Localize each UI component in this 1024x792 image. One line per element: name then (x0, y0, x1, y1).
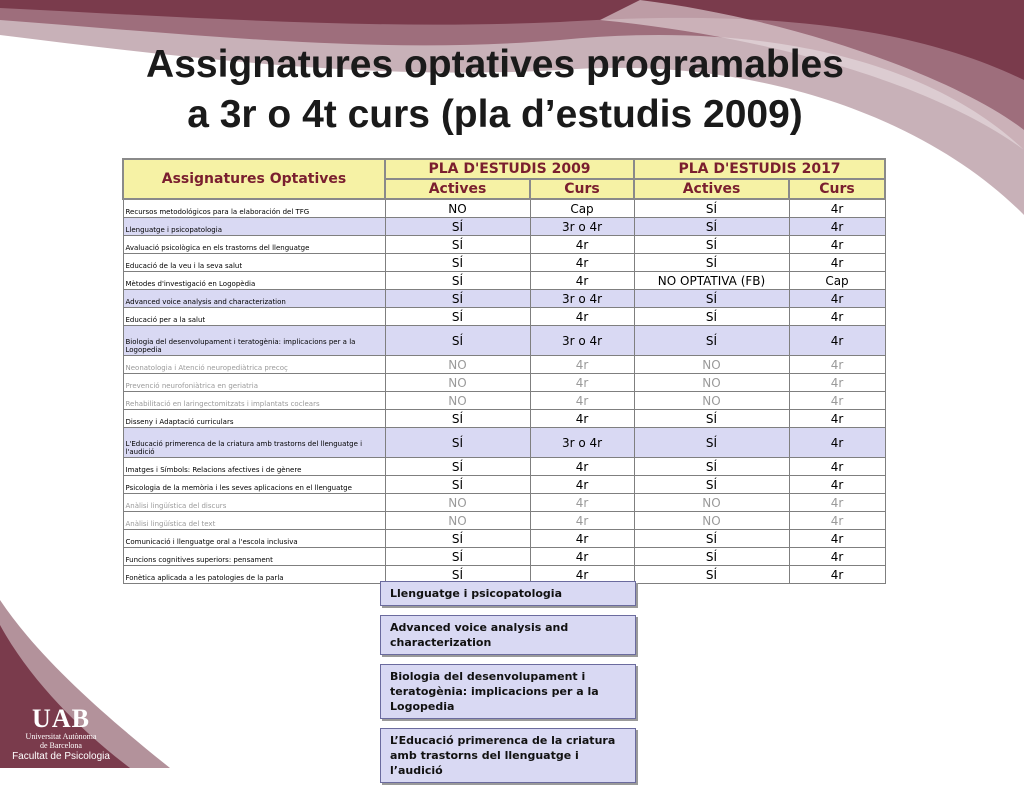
curs-2017-cell: 4r (789, 254, 885, 272)
faculty-name: Facultat de Psicologia (12, 751, 110, 762)
active-2009-cell: SÍ (385, 476, 530, 494)
curs-2017-cell: 4r (789, 458, 885, 476)
active-2017-cell: NO (634, 356, 789, 374)
active-2017-cell: SÍ (634, 218, 789, 236)
curs-2017-cell: 4r (789, 356, 885, 374)
curs-2009-cell: 3r o 4r (530, 428, 634, 458)
active-2009-cell: SÍ (385, 236, 530, 254)
curs-2017-cell: 4r (789, 392, 885, 410)
curs-2017-cell: 4r (789, 512, 885, 530)
table-row (123, 308, 885, 326)
table-row (123, 494, 885, 512)
course-name-cell: Recursos metodológicos para la elaboración del TFG (123, 199, 385, 218)
optatives-table (122, 158, 884, 584)
header-curs-2009: Curs (530, 179, 634, 199)
curs-2017-cell: 4r (789, 218, 885, 236)
course-name-cell: Psicologia de la memòria i les seves aplicacions en el llenguatge (123, 476, 385, 494)
table-row (123, 410, 885, 428)
active-2017-cell: NO (634, 392, 789, 410)
course-name-cell: Anàlisi lingüística del text (123, 512, 385, 530)
curs-2017-cell: 4r (789, 566, 885, 584)
table-row (123, 548, 885, 566)
course-name-cell: Prevenció neurofoniàtrica en geriatria (123, 374, 385, 392)
course-name-cell: Fonètica aplicada a les patologies de la parla (123, 566, 385, 584)
table-row (123, 218, 885, 236)
active-2017-cell: SÍ (634, 308, 789, 326)
curs-2017-cell: 4r (789, 308, 885, 326)
curs-2009-cell: 4r (530, 356, 634, 374)
curs-2017-cell: 4r (789, 410, 885, 428)
curs-2009-cell: 4r (530, 458, 634, 476)
active-2009-cell: NO (385, 374, 530, 392)
active-2017-cell: SÍ (634, 199, 789, 218)
table-row (123, 254, 885, 272)
curs-2017-cell: 4r (789, 290, 885, 308)
active-2017-cell: SÍ (634, 428, 789, 458)
table-row (123, 199, 885, 218)
callout-box: L’Educació primerenca de la criatura amb trastorns del llenguatge i l’audició (380, 728, 636, 783)
curs-2017-cell: Cap (789, 272, 885, 290)
table-row (123, 290, 885, 308)
active-2017-cell: SÍ (634, 236, 789, 254)
curs-2009-cell: 4r (530, 308, 634, 326)
active-2017-cell: SÍ (634, 254, 789, 272)
table-row (123, 326, 885, 356)
uab-logo-mark: UAB (32, 704, 90, 733)
table-row (123, 476, 885, 494)
title-line-1: Assignatures optatives programables (146, 43, 844, 86)
active-2009-cell: NO (385, 494, 530, 512)
header-actives-2017: Actives (634, 179, 789, 199)
course-name-cell: Rehabilitació en laringectomitzats i implantats coclears (123, 392, 385, 410)
active-2017-cell: SÍ (634, 530, 789, 548)
course-name-cell: Llenguatge i psicopatologia (123, 218, 385, 236)
course-name-cell: Educació de la veu i la seva salut (123, 254, 385, 272)
active-2009-cell: SÍ (385, 530, 530, 548)
course-name-cell: Disseny i Adaptació curriculars (123, 410, 385, 428)
curs-2017-cell: 4r (789, 428, 885, 458)
curs-2017-cell: 4r (789, 326, 885, 356)
active-2017-cell: SÍ (634, 290, 789, 308)
curs-2017-cell: 4r (789, 548, 885, 566)
slide-title (0, 40, 990, 140)
active-2009-cell: SÍ (385, 254, 530, 272)
curs-2009-cell: 4r (530, 548, 634, 566)
course-name-cell: Neonatologia i Atenció neuropediàtrica precoç (123, 356, 385, 374)
active-2017-cell: SÍ (634, 548, 789, 566)
active-2009-cell: SÍ (385, 290, 530, 308)
active-2009-cell: NO (385, 356, 530, 374)
active-2009-cell: SÍ (385, 272, 530, 290)
curs-2017-cell: 4r (789, 530, 885, 548)
course-name-cell: Educació per a la salut (123, 308, 385, 326)
table-body (123, 199, 885, 584)
active-2009-cell: SÍ (385, 410, 530, 428)
curs-2009-cell: 4r (530, 254, 634, 272)
curs-2009-cell: Cap (530, 199, 634, 218)
title-line-2: a 3r o 4t curs (pla d’estudis 2009) (187, 93, 803, 136)
active-2017-cell: NO OPTATIVA (FB) (634, 272, 789, 290)
curs-2009-cell: 4r (530, 566, 634, 584)
table-row (123, 428, 885, 458)
active-2017-cell: SÍ (634, 458, 789, 476)
curs-2017-cell: 4r (789, 236, 885, 254)
active-2017-cell: SÍ (634, 566, 789, 584)
curs-2017-cell: 4r (789, 199, 885, 218)
callout-list (380, 581, 636, 792)
active-2009-cell: NO (385, 392, 530, 410)
callout-box: Biologia del desenvolupament i teratogènia: implicacions per a la Logopedia (380, 664, 636, 719)
active-2017-cell: NO (634, 494, 789, 512)
curs-2009-cell: 4r (530, 410, 634, 428)
course-name-cell: Mètodes d'investigació en Logopèdia (123, 272, 385, 290)
curs-2009-cell: 4r (530, 374, 634, 392)
curs-2017-cell: 4r (789, 494, 885, 512)
curs-2009-cell: 4r (530, 476, 634, 494)
header-curs-2017: Curs (789, 179, 885, 199)
callout-box: Llenguatge i psicopatologia (380, 581, 636, 606)
table-row (123, 458, 885, 476)
active-2017-cell: SÍ (634, 410, 789, 428)
header-plan-2009: PLA D'ESTUDIS 2009 (385, 159, 634, 179)
curs-2009-cell: 3r o 4r (530, 326, 634, 356)
curs-2009-cell: 3r o 4r (530, 218, 634, 236)
curs-2009-cell: 4r (530, 494, 634, 512)
curs-2009-cell: 4r (530, 392, 634, 410)
curs-2009-cell: 4r (530, 512, 634, 530)
table-row (123, 374, 885, 392)
course-name-cell: L'Educació primerenca de la criatura amb trastorns del llenguatge i l'audició (123, 428, 385, 458)
uab-logo (6, 706, 116, 764)
course-name-cell: Avaluació psicològica en els trastorns del llenguatge (123, 236, 385, 254)
curs-2009-cell: 3r o 4r (530, 290, 634, 308)
table-row (123, 530, 885, 548)
course-name-cell: Imatges i Símbols: Relacions afectives i de gènere (123, 458, 385, 476)
course-name-cell: Funcions cognitives superiors: pensament (123, 548, 385, 566)
active-2009-cell: SÍ (385, 458, 530, 476)
curs-2009-cell: 4r (530, 272, 634, 290)
table-row (123, 356, 885, 374)
active-2009-cell: NO (385, 512, 530, 530)
curs-2017-cell: 4r (789, 476, 885, 494)
active-2017-cell: SÍ (634, 476, 789, 494)
active-2017-cell: NO (634, 374, 789, 392)
header-assignatures: Assignatures Optatives (123, 159, 385, 199)
university-name-line-2: de Barcelona (40, 741, 82, 750)
header-actives-2009: Actives (385, 179, 530, 199)
curs-2009-cell: 4r (530, 530, 634, 548)
table-row (123, 272, 885, 290)
course-name-cell: Advanced voice analysis and characterization (123, 290, 385, 308)
active-2009-cell: SÍ (385, 218, 530, 236)
table-row (123, 236, 885, 254)
curs-2017-cell: 4r (789, 374, 885, 392)
active-2009-cell: SÍ (385, 428, 530, 458)
course-name-cell: Biologia del desenvolupament i teratogènia: implicacions per a la Logopedia (123, 326, 385, 356)
curs-2009-cell: 4r (530, 236, 634, 254)
active-2017-cell: SÍ (634, 326, 789, 356)
table-row (123, 392, 885, 410)
active-2017-cell: NO (634, 512, 789, 530)
course-name-cell: Anàlisi lingüística del discurs (123, 494, 385, 512)
active-2009-cell: SÍ (385, 326, 530, 356)
callout-box: Advanced voice analysis and characterization (380, 615, 636, 655)
course-name-cell: Comunicació i llenguatge oral a l'escola inclusiva (123, 530, 385, 548)
active-2009-cell: SÍ (385, 548, 530, 566)
active-2009-cell: SÍ (385, 308, 530, 326)
table-row (123, 512, 885, 530)
header-plan-2017: PLA D'ESTUDIS 2017 (634, 159, 885, 179)
active-2009-cell: NO (385, 199, 530, 218)
university-name-line-1: Universitat Autònoma (25, 732, 97, 741)
active-2009-cell: SÍ (385, 566, 530, 584)
